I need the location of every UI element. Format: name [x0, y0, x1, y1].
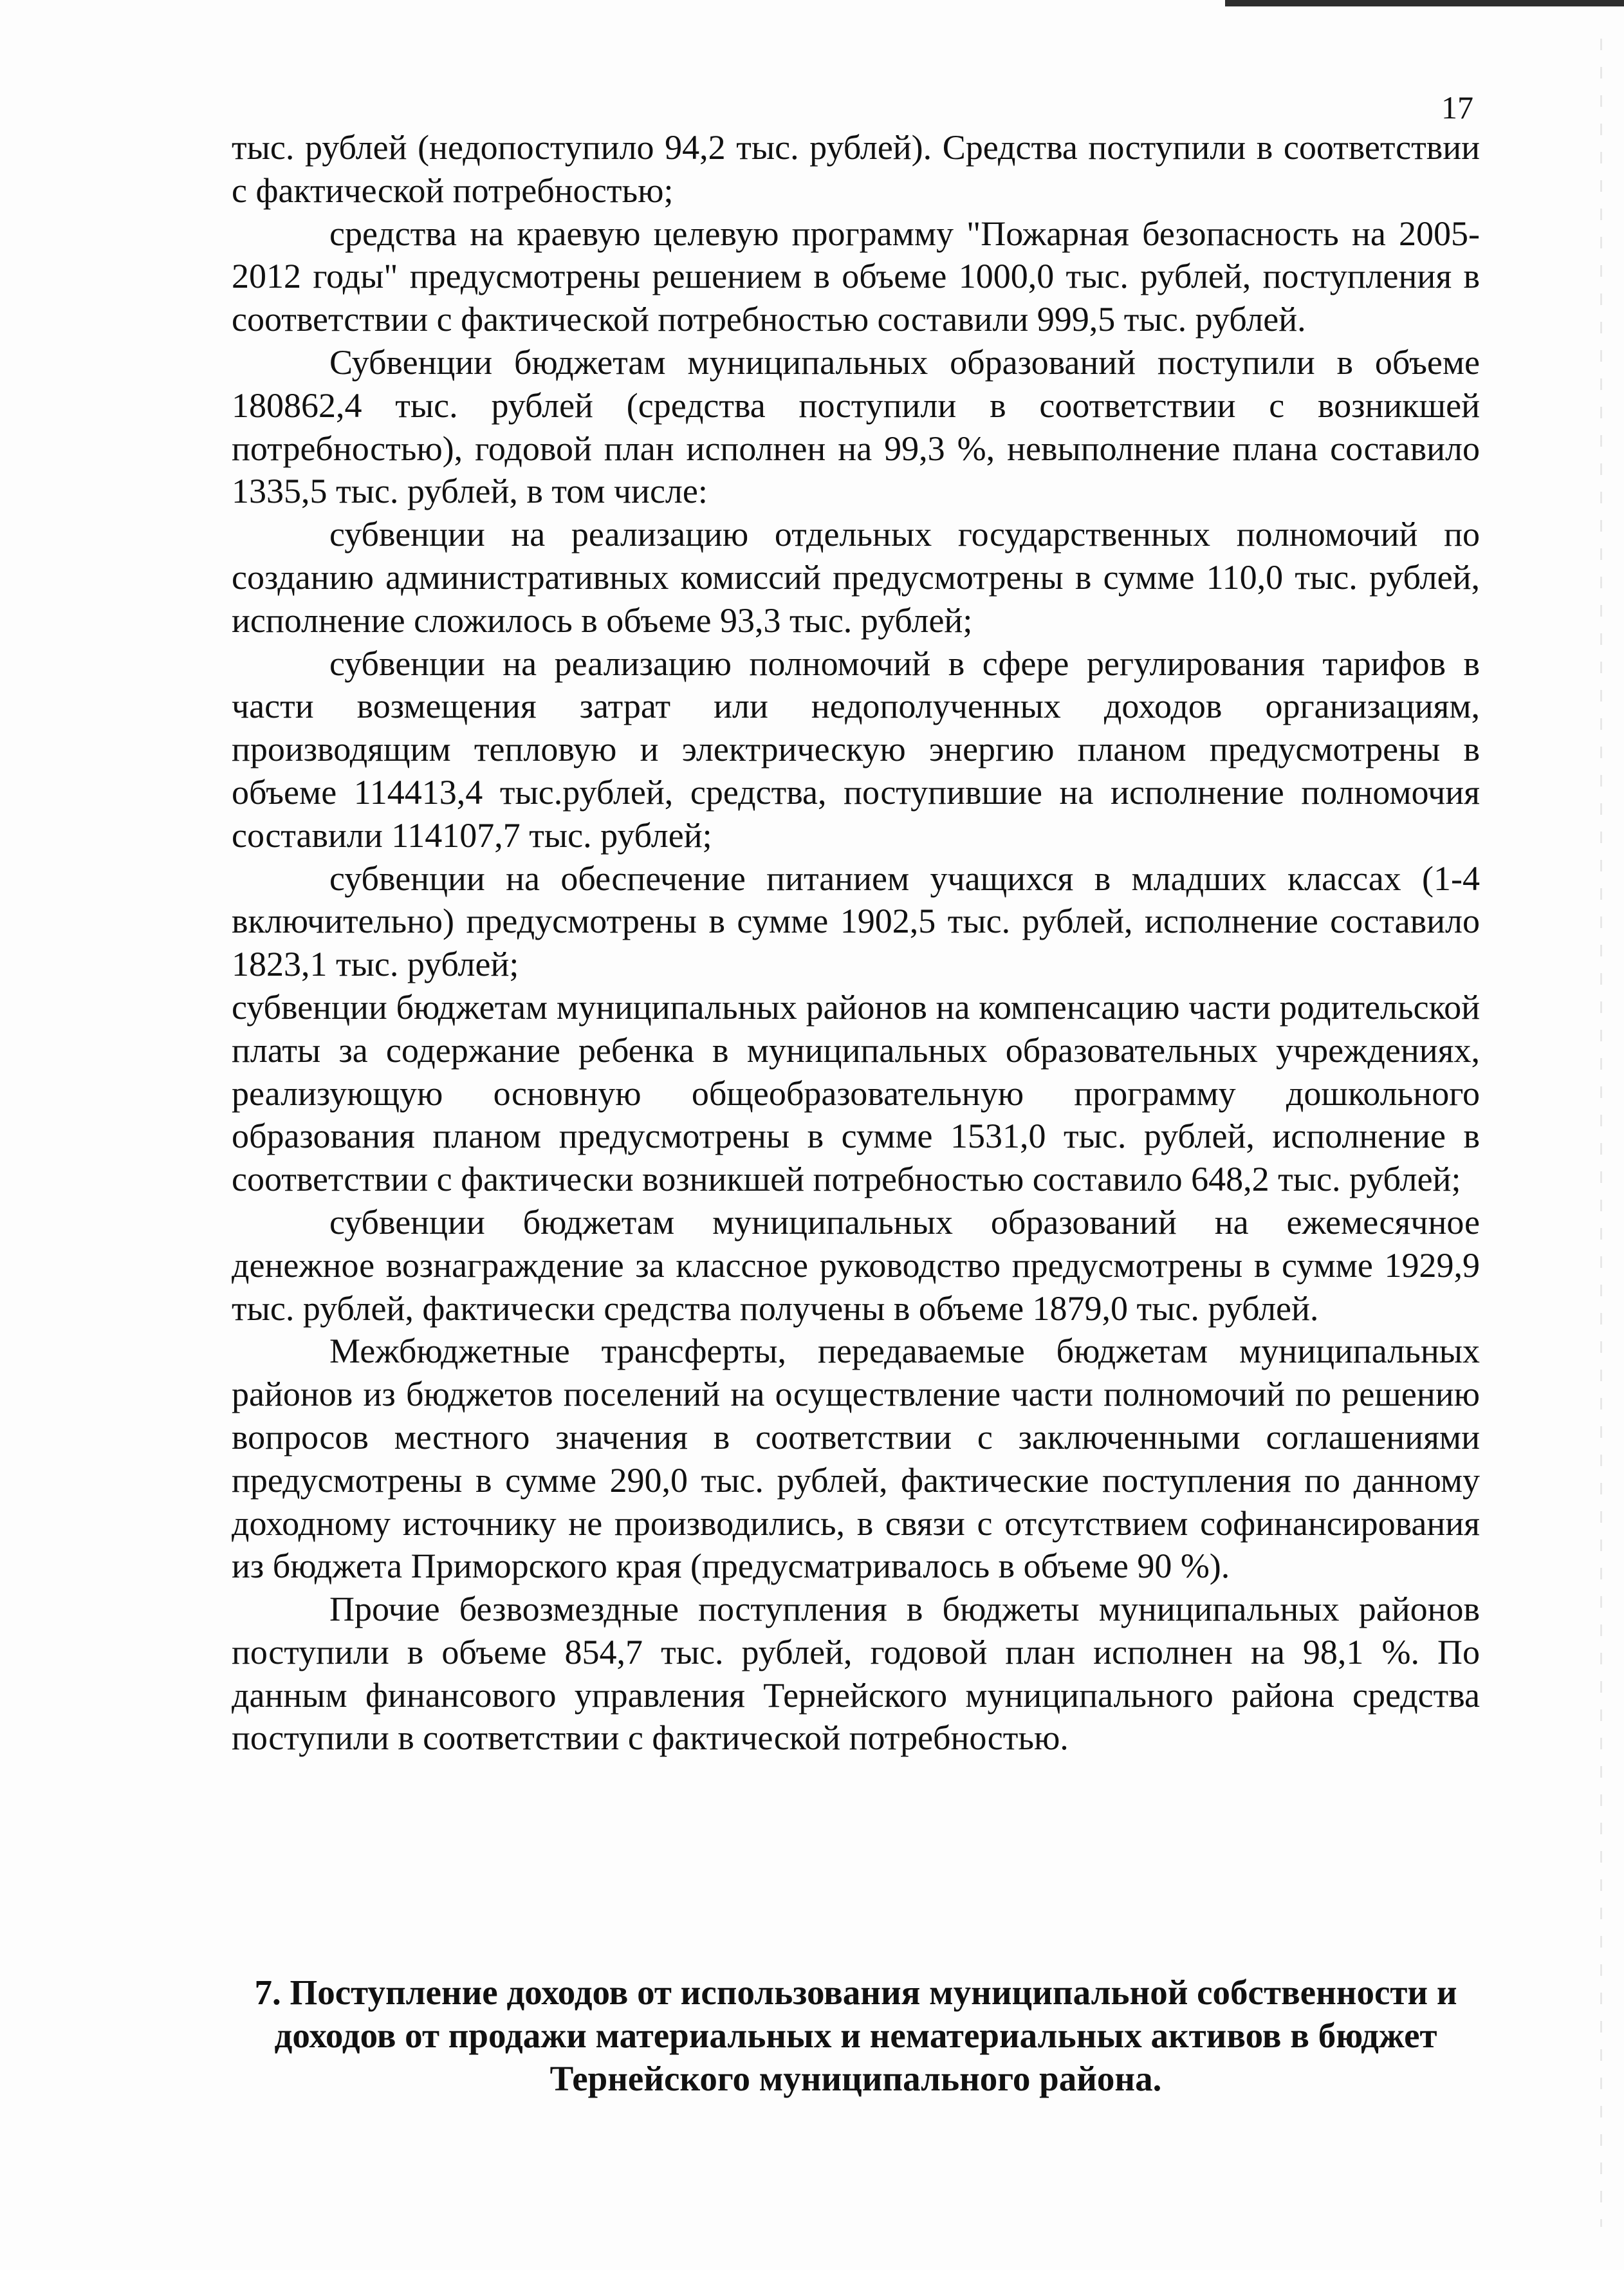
paragraph: субвенции на реализацию полномочий в сфере регулирования тарифов в части возмещения затрат или недополученных доходов организациям, производящим тепловую и электрическую энергию планом предусмотрены в объеме 114413,4 тыс.рублей, средства, поступившие на исполнение полномочия составили 114107,7 тыс. рублей; — [232, 644, 1480, 855]
paragraph: Субвенции бюджетам муниципальных образований поступили в объеме 180862,4 тыс. рублей (средства поступили в соответствии с возникшей потребностью), годовой план исполнен на 99,3 %, невыполнение плана составило 1335,5 тыс. рублей, в том числе: — [232, 342, 1480, 511]
paragraph: Межбюджетные трансферты, передаваемые бюджетам муниципальных районов из бюджетов поселений на осуществление части полномочий по решению вопросов местного значения в соответствии с заключенными соглашениями предусмотрены в сумме 290,0 тыс. рублей, фактические поступления по данному доходному источнику не производились, в связи с отсутствием софинансирования из бюджета Приморского края (предусматривалось в объеме 90 %). — [232, 1332, 1480, 1586]
scan-edge-right — [1600, 39, 1602, 2227]
page-number: 17 — [1441, 89, 1473, 126]
paragraph: субвенции бюджетам муниципальных районов на компенсацию части родительской платы за содержание ребенка в муниципальных образовательных учреждениях, реализующую основную общеобразовательную программу дошкольного образования планом предусмотрены в сумме 1531,0 тыс. рублей, исполнение в соответствии с фактически возникшей потребностью составило 648,2 тыс. рублей; — [232, 987, 1480, 1199]
section-heading: 7. Поступление доходов от использования муниципальной собственности и доходов от продажи материальных и нематериальных активов в бюджет Тернейского муниципального района. — [254, 1973, 1457, 2098]
scan-edge-top — [1225, 0, 1624, 6]
paragraph: субвенции на обеспечение питанием учащихся в младших классах (1-4 включительно) предусмотрены в сумме 1902,5 тыс. рублей, исполнение составило 1823,1 тыс. рублей; — [232, 859, 1480, 984]
paragraph: субвенции бюджетам муниципальных образований на ежемесячное денежное вознаграждение за классное руководство предусмотрены в сумме 1929,9 тыс. рублей, фактически средства получены в объеме 1879,0 тыс. рублей. — [232, 1202, 1480, 1328]
body-text — [232, 126, 1480, 1760]
paragraph: тыс. рублей (недопоступило 94,2 тыс. рублей). Средства поступили в соответствии с фактической потребностью; — [232, 128, 1480, 210]
paragraph: субвенции на реализацию отдельных государственных полномочий по созданию административных комиссий предусмотрены в сумме 110,0 тыс. рублей, исполнение сложилось в объеме 93,3 тыс. рублей; — [232, 515, 1480, 640]
paragraph: средства на краевую целевую программу "Пожарная безопасность на 2005-2012 годы" предусмотрены решением в объеме 1000,0 тыс. рублей, поступления в соответствии с фактической потребностью составили 999,5 тыс. рублей. — [232, 214, 1480, 339]
paragraph: Прочие безвозмездные поступления в бюджеты муниципальных районов поступили в объеме 854,7 тыс. рублей, годовой план исполнен на 98,1 %. По данным финансового управления Тернейского муниципального района средства поступили в соответствии с фактической потребностью. — [232, 1590, 1480, 1758]
